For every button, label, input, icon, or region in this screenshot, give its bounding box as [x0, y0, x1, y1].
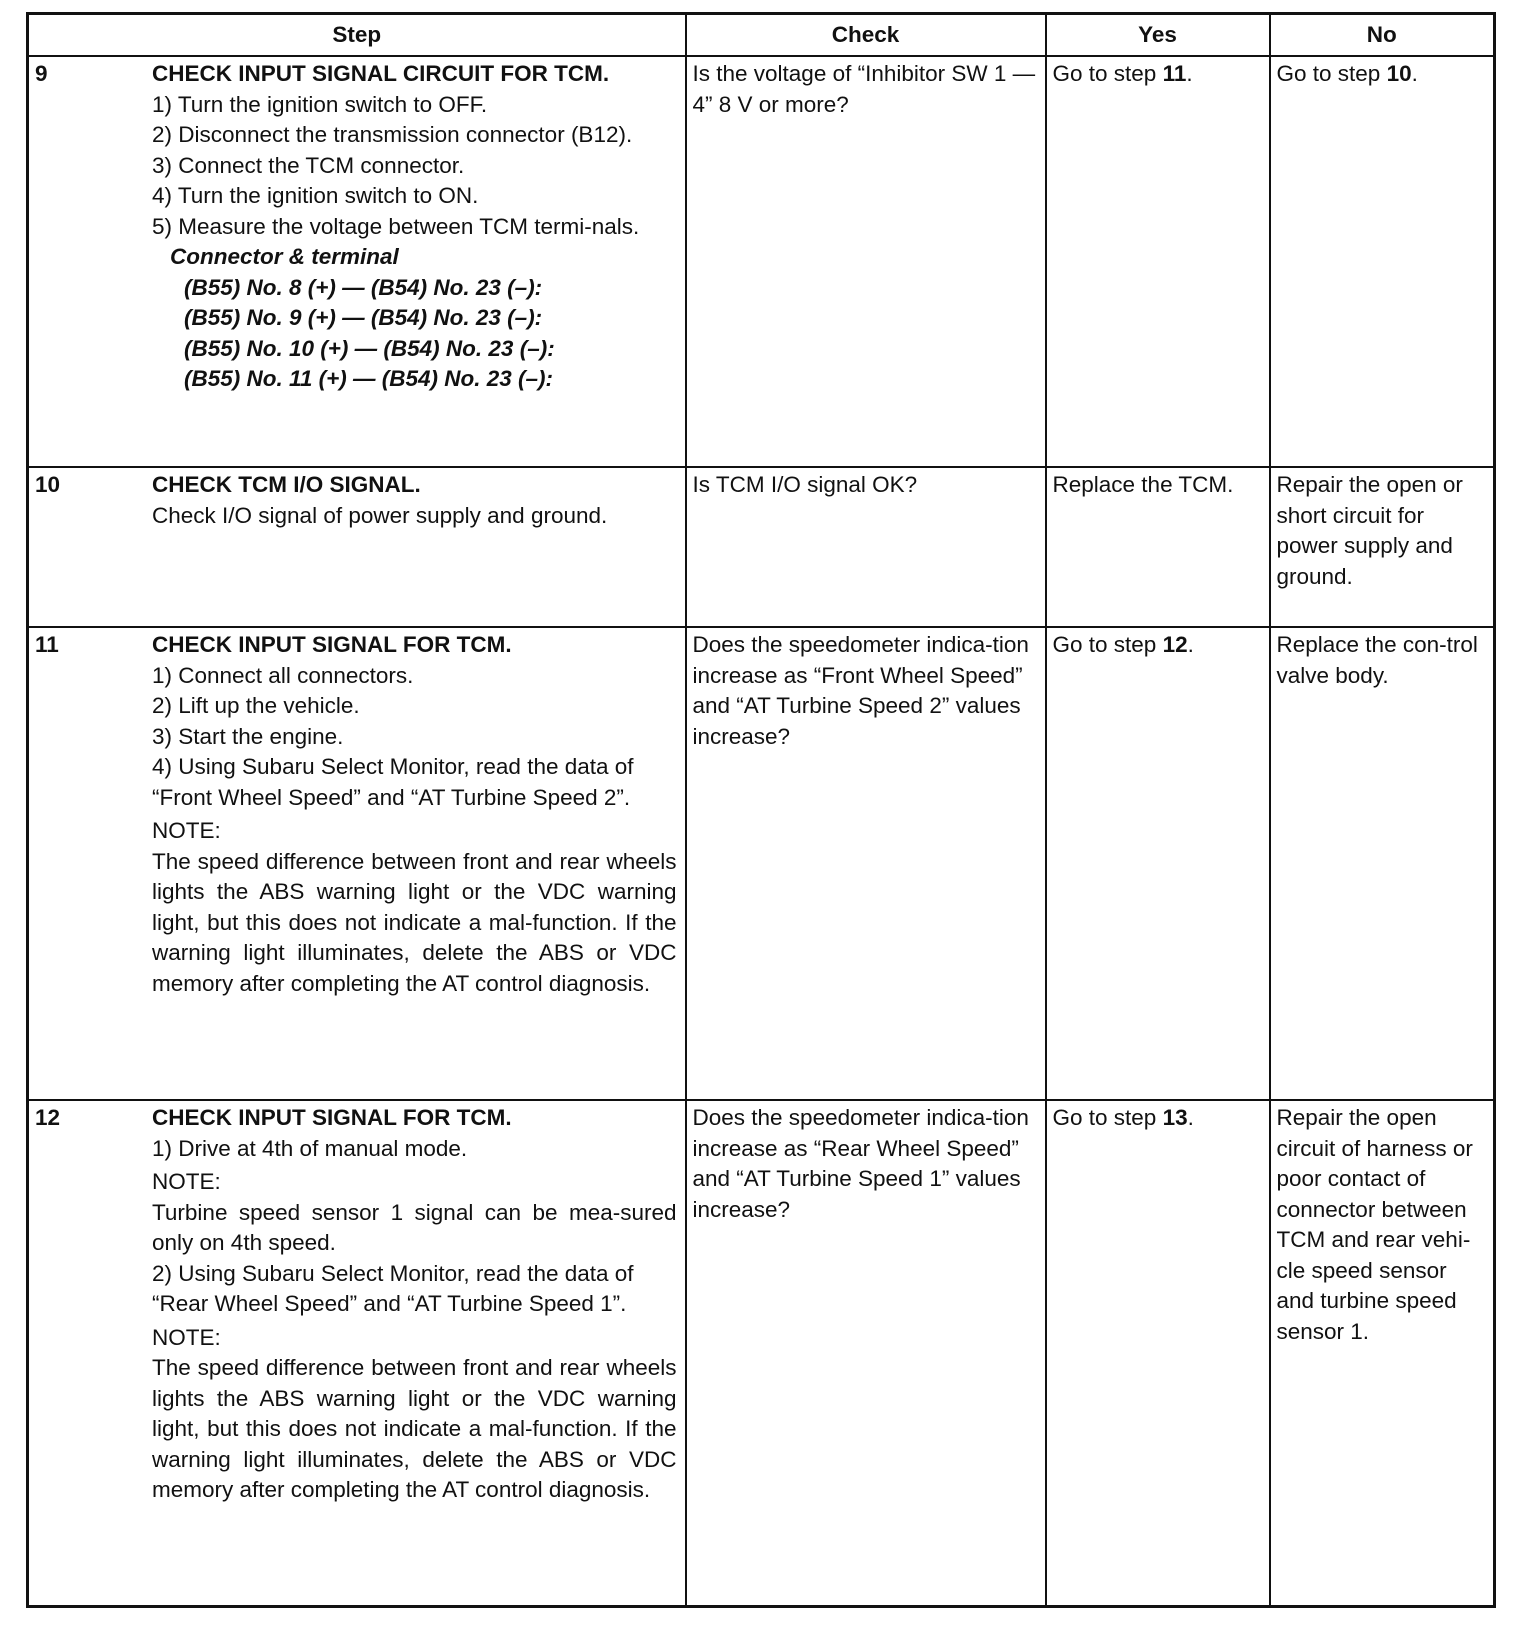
- yes-text: Go to step: [1052, 632, 1163, 657]
- yes-text: Go to step: [1052, 61, 1163, 86]
- header-row: [28, 14, 1495, 57]
- connector-heading: Connector & terminal: [170, 244, 399, 269]
- instruction: 2) Using Subaru Select Monitor, read the data of “Rear Wheel Speed” and “AT Turbine Speed 1”.: [152, 1260, 634, 1316]
- step-cell: [28, 627, 686, 1100]
- table-row-step-10: [28, 467, 1495, 627]
- instruction: 1) Connect all connectors.: [152, 662, 414, 688]
- note-label: NOTE:: [152, 1169, 221, 1194]
- connector-item: (B55) No. 9 (+) — (B54) No. 23 (–):: [184, 305, 543, 330]
- step-cell: [28, 467, 686, 627]
- no-cell: Replace the con-trol valve body.: [1270, 627, 1495, 1100]
- note-text: The speed difference between front and rear wheels lights the ABS warning light or the VDC warning light, but this does not indicate a mal-function. If the warning light illuminates, delete the ABS or VDC memory after completing the AT control diagnosis.: [152, 1355, 677, 1502]
- no-suffix: .: [1411, 61, 1418, 86]
- yes-cell: [1046, 56, 1270, 467]
- note-text: The speed difference between front and rear wheels lights the ABS warning light or the VDC warning light, but this does not indicate a mal-function. If the warning light illuminates, delete the ABS or VDC memory after completing the AT control diagnosis.: [152, 848, 677, 996]
- instruction: Check I/O signal of power supply and ground.: [152, 502, 608, 528]
- connector-item: (B55) No. 11 (+) — (B54) No. 23 (–):: [184, 366, 554, 391]
- check-cell: Does the speedometer indica-tion increase as “Front Wheel Speed” and “AT Turbine Speed 2” values increase?: [686, 627, 1046, 1100]
- yes-cell: [1046, 627, 1270, 1100]
- instruction: 3) Connect the TCM connector.: [152, 152, 465, 178]
- instruction: 2) Lift up the vehicle.: [152, 693, 360, 718]
- step-title: CHECK INPUT SIGNAL FOR TCM.: [152, 632, 512, 657]
- step-number: 9: [35, 61, 48, 86]
- instruction: 2) Disconnect the transmission connector (B12).: [152, 122, 633, 147]
- step-reference-link[interactable]: 12: [1162, 632, 1188, 657]
- step-number: 10: [35, 472, 61, 497]
- step-title: CHECK INPUT SIGNAL FOR TCM.: [152, 1105, 512, 1130]
- yes-cell: Replace the TCM.: [1046, 467, 1270, 627]
- header-yes: Yes: [1046, 14, 1270, 57]
- instruction: 4) Turn the ignition switch to ON.: [152, 183, 479, 208]
- step-reference-link[interactable]: 10: [1386, 61, 1412, 86]
- step-number: 12: [35, 1105, 61, 1130]
- connector-item: (B55) No. 8 (+) — (B54) No. 23 (–):: [184, 274, 543, 300]
- check-cell: Does the speedometer indica-tion increase as “Rear Wheel Speed” and “AT Turbine Speed 1” values increase?: [686, 1100, 1046, 1607]
- check-cell: Is TCM I/O signal OK?: [686, 467, 1046, 627]
- table-row-step-12: [28, 1100, 1495, 1607]
- step-number: 11: [35, 632, 59, 657]
- note-text: Turbine speed sensor 1 signal can be mea-sured only on 4th speed.: [152, 1199, 677, 1255]
- step-reference-link[interactable]: 13: [1162, 1105, 1188, 1130]
- step-title: CHECK INPUT SIGNAL CIRCUIT FOR TCM.: [152, 61, 610, 86]
- yes-suffix: .: [1187, 1105, 1194, 1130]
- instruction: 3) Start the engine.: [152, 723, 344, 749]
- table-row-step-9: [28, 56, 1495, 467]
- header-no: No: [1270, 14, 1495, 57]
- step-cell: [28, 56, 686, 467]
- note-label: NOTE:: [152, 818, 221, 843]
- yes-text: Go to step: [1052, 1105, 1163, 1130]
- step-title: CHECK TCM I/O SIGNAL.: [152, 472, 421, 497]
- yes-cell: [1046, 1100, 1270, 1607]
- check-cell: Is the voltage of “Inhibitor SW 1 — 4” 8 V or more?: [686, 56, 1046, 467]
- no-cell: Repair the open or short circuit for power supply and ground.: [1270, 467, 1495, 627]
- yes-suffix: .: [1186, 61, 1193, 86]
- connector-item: (B55) No. 10 (+) — (B54) No. 23 (–):: [184, 335, 555, 361]
- step-reference-link[interactable]: 11: [1162, 61, 1187, 86]
- no-cell: Repair the open circuit of harness or poor contact of connector between TCM and rear vehi-cle speed sensor and turbine speed sensor 1.: [1270, 1100, 1495, 1607]
- header-check: Check: [686, 14, 1046, 57]
- note-label: NOTE:: [152, 1324, 221, 1350]
- instruction: 5) Measure the voltage between TCM termi-nals.: [152, 213, 640, 239]
- instruction: 1) Drive at 4th of manual mode.: [152, 1135, 468, 1161]
- diagnostic-table: [26, 12, 1496, 1608]
- instruction: 4) Using Subaru Select Monitor, read the data of “Front Wheel Speed” and “AT Turbine Speed 2”.: [152, 754, 634, 810]
- no-text: Go to step: [1276, 61, 1387, 86]
- instruction: 1) Turn the ignition switch to OFF.: [152, 91, 488, 117]
- step-cell: [28, 1100, 686, 1607]
- table-row-step-11: [28, 627, 1495, 1100]
- no-cell: [1270, 56, 1495, 467]
- header-step: Step: [28, 14, 686, 57]
- yes-suffix: .: [1187, 632, 1194, 657]
